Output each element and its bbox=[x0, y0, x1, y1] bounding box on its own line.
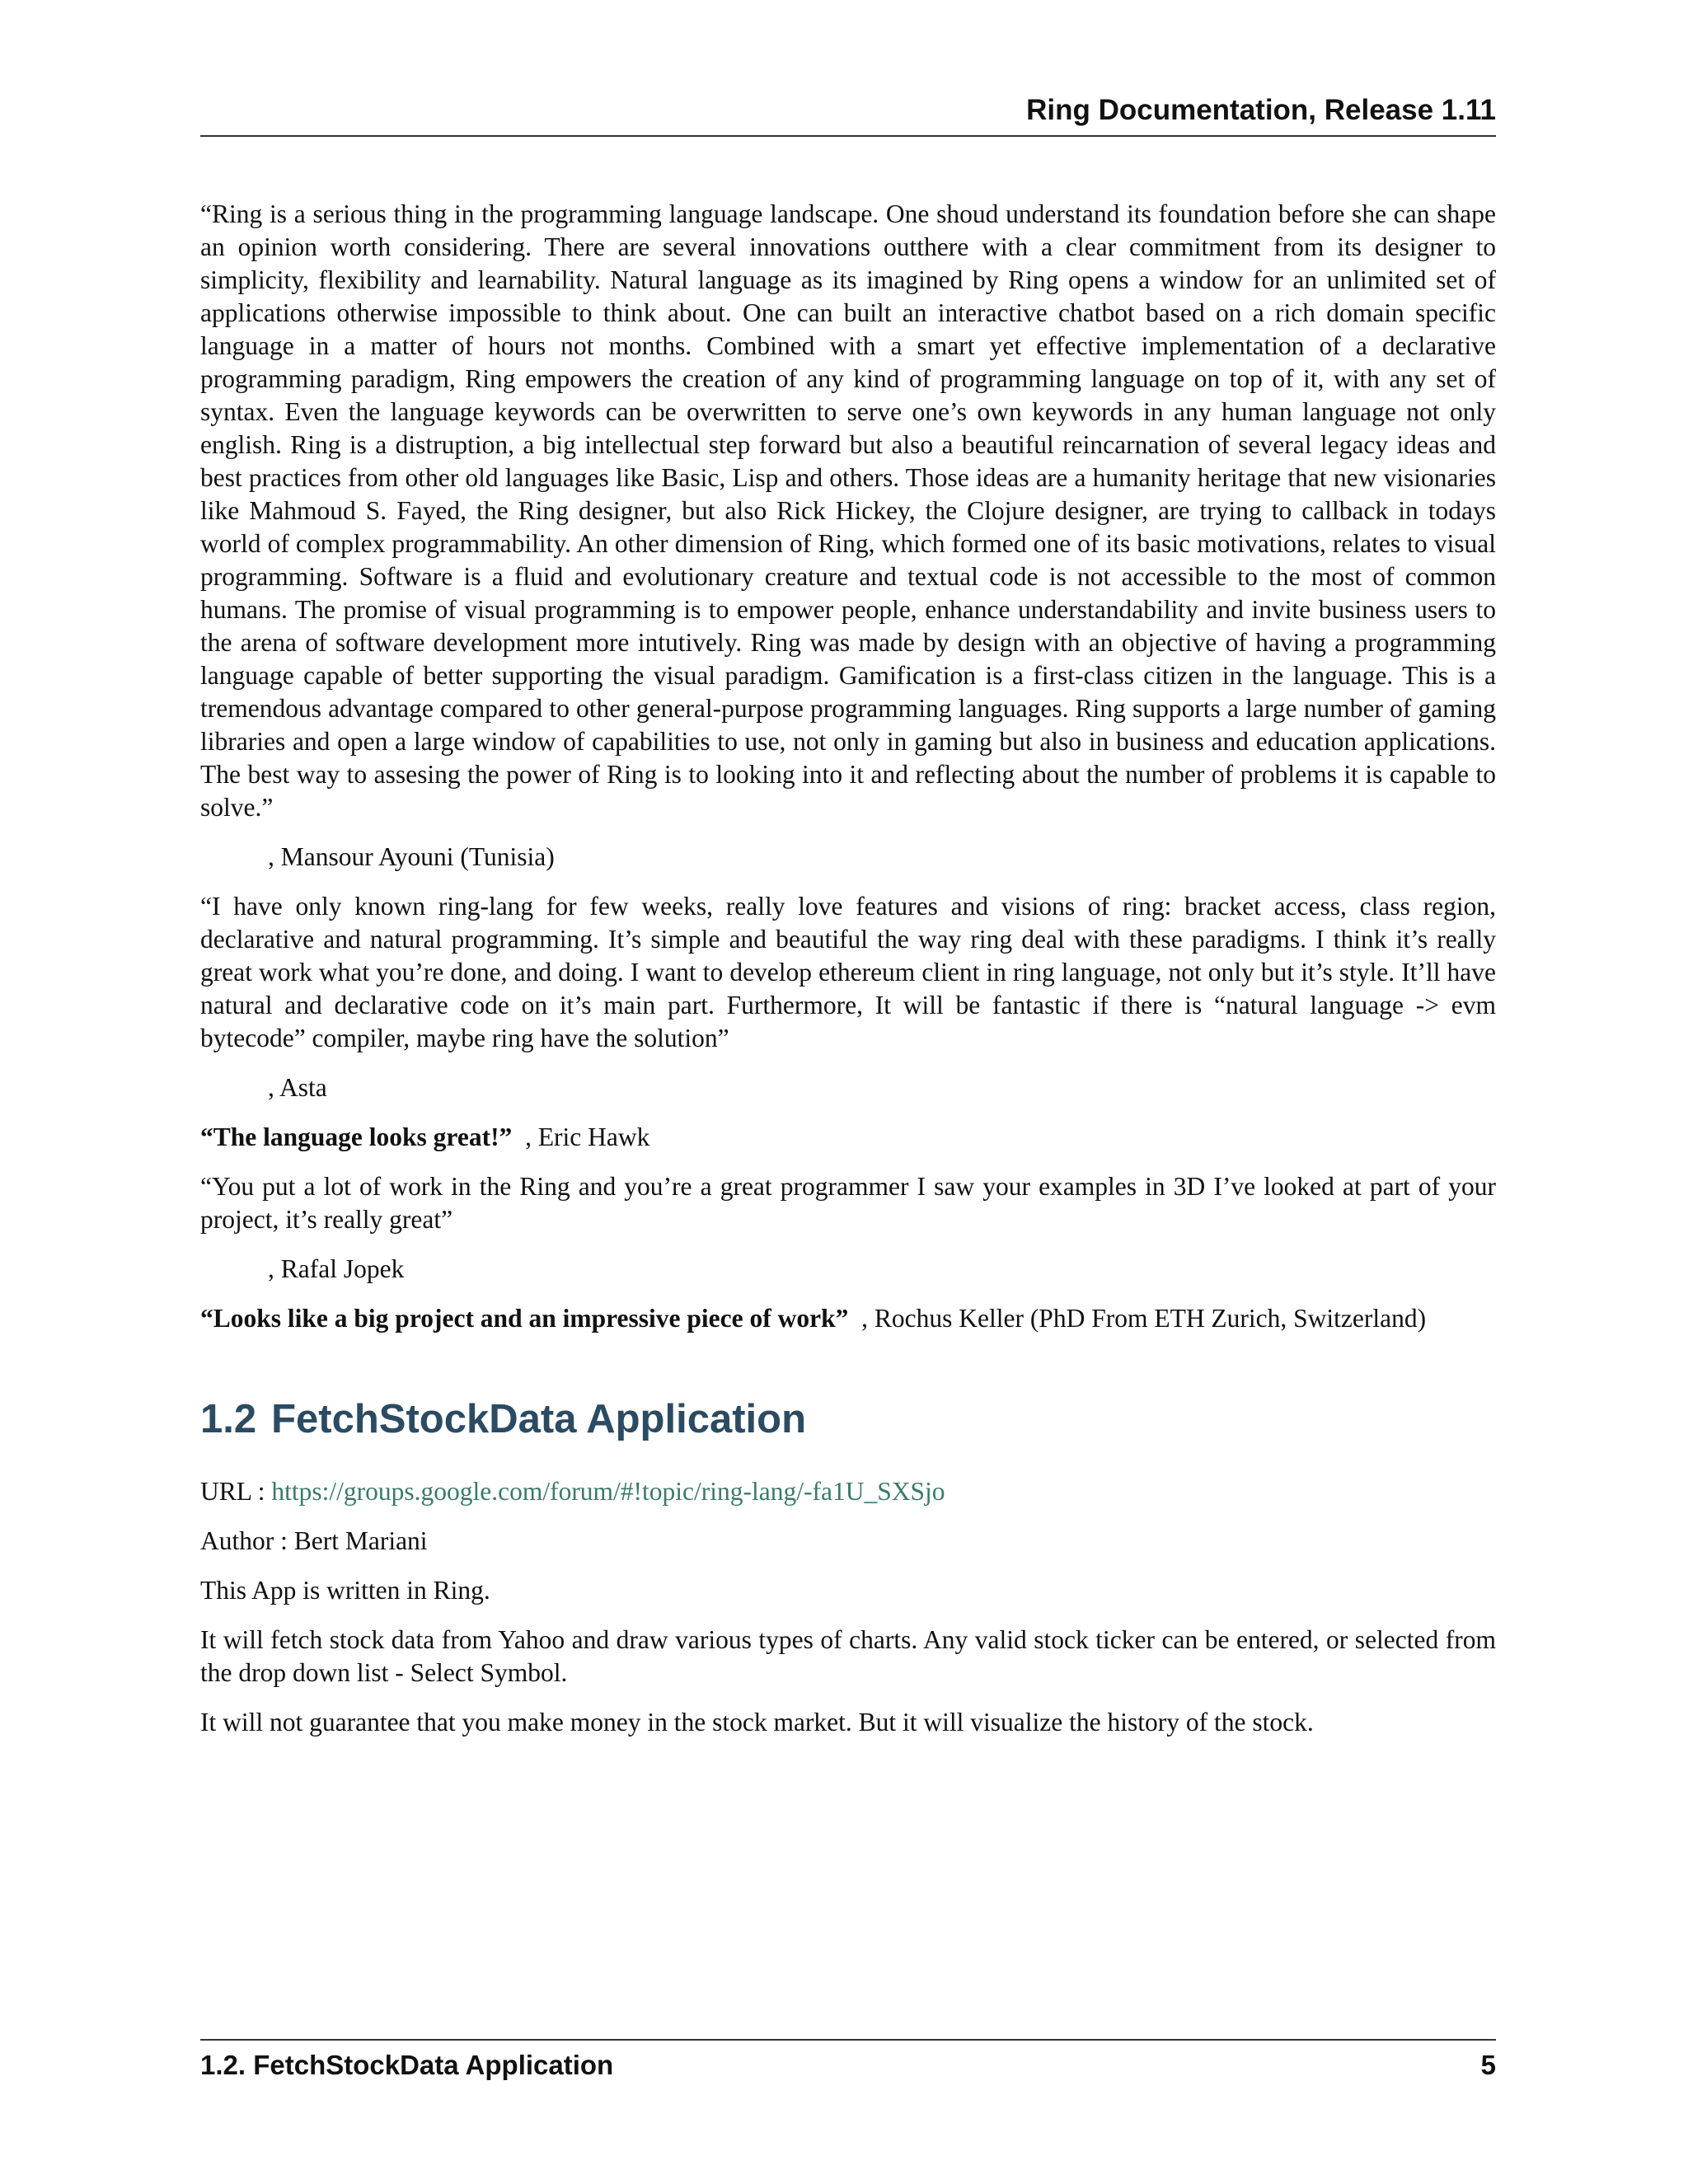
section-heading bbox=[200, 1394, 1496, 1444]
testimonial-rochus bbox=[200, 1302, 1496, 1335]
attribution-rochus: , Rochus Keller (PhD From ETH Zurich, Switzerland) bbox=[861, 1304, 1427, 1333]
paragraph-disclaimer: It will not guarantee that you make money in the stock market. But it will visualize the history of the stock. bbox=[200, 1708, 1314, 1736]
testimonial-asta: “I have only known ring-lang for few weeks, really love features and visions of ring: bracket access, class region, declarative and natural programming. It’s simple and beautiful the way ring deal with these paradigms. I think it’s really great work what you’re done, and doing. I want to develop ethereum client in ring language, not only but it’s style. It’ll have natural and declarative code on it’s main part. Furthermore, It will be fantastic if there is “natural language -> evm bytecode” compiler, maybe ring have the solution” bbox=[200, 892, 1496, 1052]
attribution-eric: , Eric Hawk bbox=[525, 1122, 650, 1151]
quote-eric: “The language looks great!” bbox=[200, 1122, 513, 1151]
testimonial-mansour: “Ring is a serious thing in the programming language landscape. One shoud understand its foundation before she can shape an opinion worth considering. There are several innovations outthere with a clear commitment from its designer to simplicity, flexibility and learnability. Natural language as its imagined by Ring opens a window for an unlimited set of applications otherwise impossible to think about. One can built an interactive chatbot based on a rich domain specific language in a matter of hours not months. Combined with a smart yet effective implementation of a declarative programming paradigm, Ring empowers the creation of any kind of programming language on top of it, with any set of syntax. Even the language keywords can be overwritten to serve one’s own keywords in any human language not only english. Ring is a distruption, a big intellectual step forward but also a beautiful reincarnation of several legacy ideas and best practices from other old languages like Basic, Lisp and others. Those ideas are a humanity heritage that new visionaries like Mahmoud S. Fayed, the Ring designer, but also Rick Hickey, the Clojure designer, are trying to callback in todays world of complex programmability. An other dimension of Ring, which formed one of its basic motivations, relates to visual programming. Software is a fluid and evolutionary creature and textual code is not accessible to the most of common humans. The promise of visual programming is to empower people, enhance understandability and invite business users to the arena of software development more intutively. Ring was made by design with an objective of having a programming language capable of better supporting the visual paradigm. Gamification is a first-class citizen in the language. This is a tremendous advantage compared to other general-purpose programming languages. Ring supports a large number of gaming libraries and open a large window of capabilities to use, not only in gaming but also in business and education applications. The best way to assesing the power of Ring is to looking into it and reflecting about the number of problems it is capable to solve.” bbox=[200, 199, 1496, 822]
footer-section-title: 1.2. FetchStockData Application bbox=[200, 2050, 614, 2080]
running-footer bbox=[200, 2039, 1496, 2082]
section-title: FetchStockData Application bbox=[271, 1397, 807, 1441]
url-label: URL : bbox=[200, 1477, 272, 1506]
page-number: 5 bbox=[1480, 2050, 1496, 2080]
page-body bbox=[200, 198, 1496, 1755]
attribution-asta: , Asta bbox=[268, 1073, 327, 1102]
author-line: Author : Bert Mariani bbox=[200, 1526, 428, 1555]
testimonial-eric bbox=[200, 1121, 1496, 1154]
forum-link[interactable]: https://groups.google.com/forum/#!topic/ring-lang/-fa1U_SXSjo bbox=[271, 1477, 945, 1506]
attribution-mansour: , Mansour Ayouni (Tunisia) bbox=[268, 842, 555, 871]
running-header: Ring Documentation, Release 1.11 bbox=[200, 92, 1496, 137]
section-number: 1.2 bbox=[200, 1397, 257, 1441]
paragraph-written-in-ring: This App is written in Ring. bbox=[200, 1576, 490, 1605]
quote-rochus: “Looks like a big project and an impressive piece of work” bbox=[200, 1304, 849, 1333]
paragraph-fetch-data: It will fetch stock data from Yahoo and draw various types of charts. Any valid stock ticker can be entered, or selected from the drop down list - Select Symbol. bbox=[200, 1625, 1496, 1687]
url-line bbox=[200, 1475, 1496, 1508]
testimonial-rafal: “You put a lot of work in the Ring and you’re a great programmer I saw your examples in 3D I’ve looked at part of your project, it’s really great” bbox=[200, 1172, 1496, 1234]
attribution-rafal: , Rafal Jopek bbox=[268, 1254, 405, 1283]
